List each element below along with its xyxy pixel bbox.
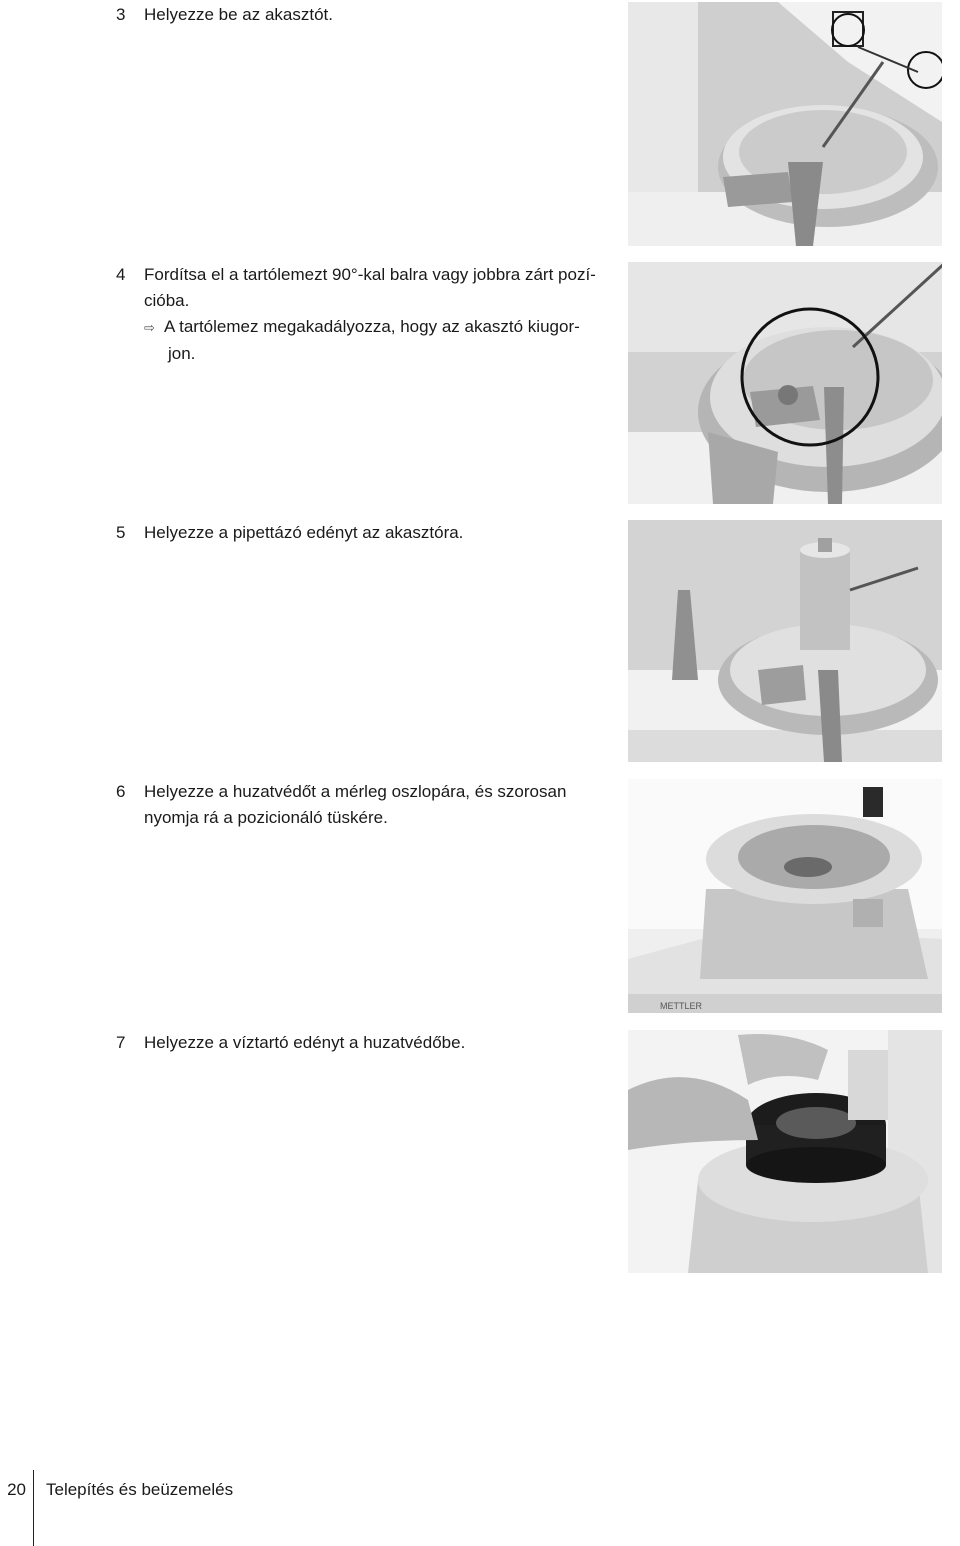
step-text: Helyezze be az akasztót. [144,5,333,24]
step-text: Helyezze a víztartó edényt a huzatvédőbe. [144,1033,466,1052]
result-text: jon. [168,344,196,363]
step-5 [116,520,463,546]
step-text: Helyezze a pipettázó edényt az akasztóra. [144,523,464,542]
photo-hanger-insertion [628,2,942,246]
footer-divider [33,1470,34,1546]
section-title: Telepítés és beüzemelés [46,1480,234,1499]
step-number: 6 [116,782,126,801]
page-number: 20 [7,1480,26,1499]
photo-draft-shield [628,779,942,1013]
step-6 [116,779,566,831]
step-text: Helyezze a huzatvédőt a mérleg oszlopára, és szorosan [144,782,567,801]
step-number: 4 [116,265,126,284]
step-7 [116,1030,465,1056]
result-text: A tartólemez megakadályozza, hogy az akasztó kiugor- [164,317,580,336]
step-number: 5 [116,523,126,542]
step-4 [116,262,596,367]
step-text: nyomja rá a pozicionáló tüskére. [144,808,388,827]
photo-water-container [628,1030,942,1273]
result-arrow-icon: ⇨ [144,320,155,335]
step-text: cióba. [144,291,190,310]
photo-pipette-vessel [628,520,942,762]
balance-brand-label: METTLER [660,1001,703,1011]
step-text: Fordítsa el a tartólemezt 90°-kal balra vagy jobbra zárt pozí- [144,265,596,284]
step-number: 7 [116,1033,126,1052]
step-number: 3 [116,5,126,24]
step-3 [116,2,333,28]
photo-plate-closed [628,262,942,504]
